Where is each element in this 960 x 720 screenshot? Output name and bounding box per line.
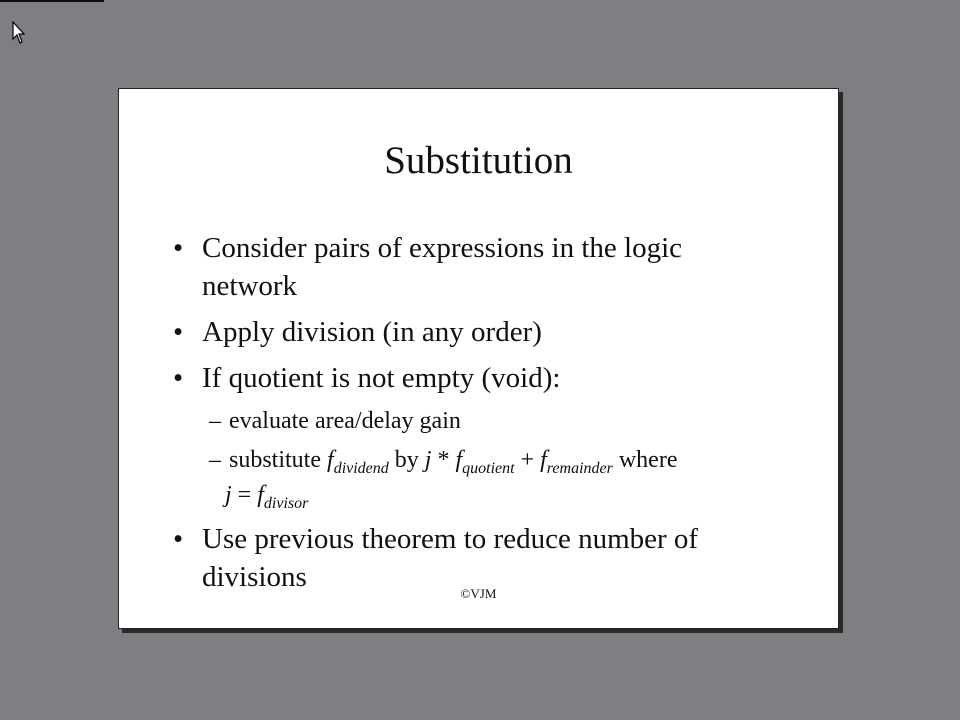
bullet-item (171, 229, 771, 305)
bullet-text: Use previous theorem to reduce number of divisions (202, 523, 699, 593)
f-dividend-symbol: f (327, 447, 334, 473)
sub-bullet-text: evaluate area/delay gain (229, 408, 461, 434)
dash-icon: – (209, 408, 221, 434)
bullet-dot-icon: • (173, 232, 184, 264)
bullet-item (171, 520, 771, 596)
bullet-text: Consider pairs of expressions in the logic network (202, 232, 683, 302)
bullet-dot-icon: • (173, 362, 184, 394)
remainder-subscript: remainder (546, 460, 613, 477)
quotient-subscript: quotient (462, 460, 515, 477)
j-symbol: j (424, 447, 432, 473)
multiply-symbol: * (431, 447, 456, 473)
sub-bullet-substitute (171, 444, 771, 514)
dash-icon: – (209, 447, 221, 473)
bullet-text: If quotient is not empty (void): (202, 362, 561, 394)
mouse-pointer-icon (12, 21, 26, 45)
slide-title: Substitution (384, 139, 573, 182)
bullet-dot-icon: • (173, 316, 184, 348)
dividend-subscript: dividend (333, 460, 389, 477)
bullet-text: Apply division (in any order) (202, 316, 542, 348)
divisor-subscript: divisor (263, 495, 309, 512)
sub-bullet-evaluate (171, 405, 771, 438)
top-edge-bar (0, 0, 104, 2)
bullet-item (171, 313, 771, 351)
bullet-list (171, 229, 771, 604)
copyright-footer: ©VJM (460, 586, 497, 601)
bullet-dot-icon: • (173, 523, 184, 555)
plus-symbol: + (520, 447, 541, 473)
equals-symbol: = (231, 482, 258, 508)
j-symbol: j (225, 482, 232, 508)
f-remainder-symbol: f (540, 447, 547, 473)
substitute-label: substitute (229, 447, 322, 473)
slide (118, 88, 839, 629)
f-quotient-symbol: f (455, 447, 463, 473)
bullet-item (171, 359, 771, 397)
f-divisor-symbol: f (257, 482, 264, 508)
substitute-second-line (225, 479, 771, 514)
where-text: where (618, 447, 678, 473)
by-text: by (394, 447, 425, 473)
